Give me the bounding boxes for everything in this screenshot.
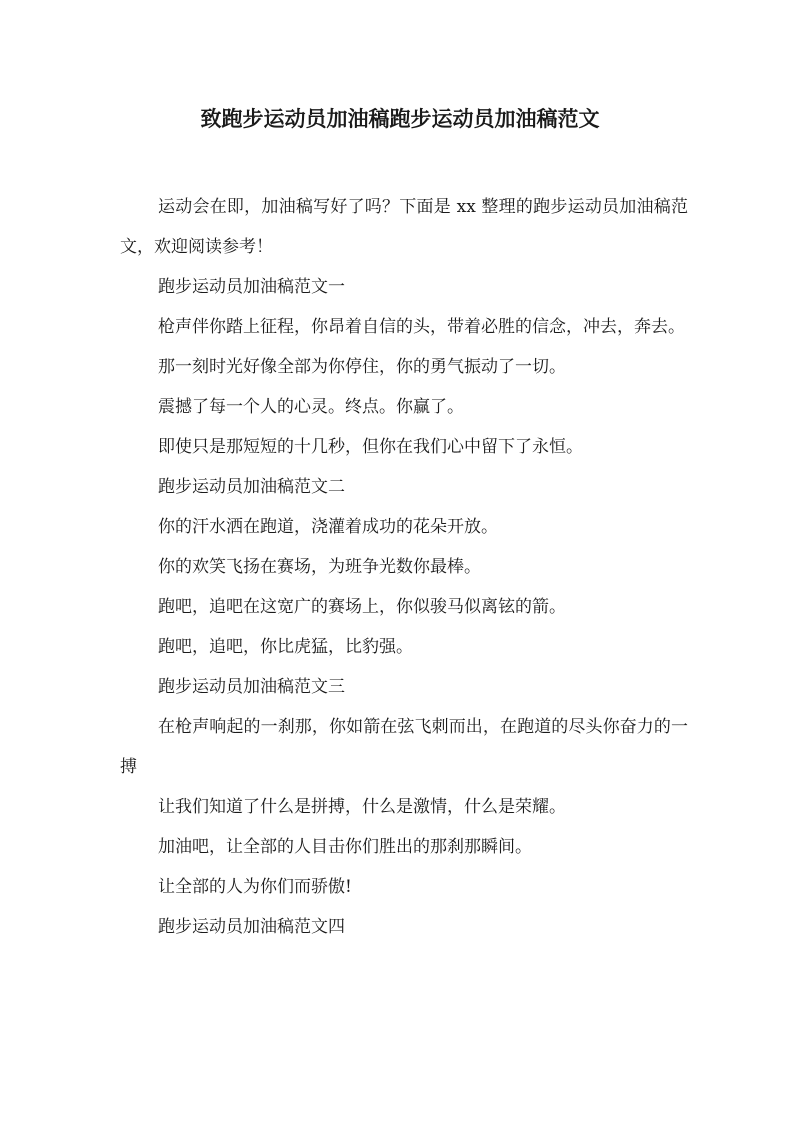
intro-paragraph: 运动会在即，加油稿写好了吗？下面是 xx 整理的跑步运动员加油稿范文，欢迎阅读参考！: [120, 197, 688, 257]
paragraph: 枪声伴你踏上征程，你昂着自信的头，带着必胜的信念，冲去，奔去。: [158, 317, 685, 337]
paragraph: 那一刻时光好像全部为你停住，你的勇气振动了一切。: [158, 357, 566, 377]
paragraph: 跑吧，追吧，你比虎猛，比豹强。: [158, 637, 413, 657]
document-body: [120, 187, 688, 947]
section-heading-3: 跑步运动员加油稿范文三: [158, 677, 345, 697]
paragraph: 加油吧，让全部的人目击你们胜出的那刹那瞬间。: [158, 837, 532, 857]
paragraph: 你的欢笑飞扬在赛场，为班争光数你最棒。: [158, 557, 481, 577]
paragraph: 即使只是那短短的十几秒，但你在我们心中留下了永恒。: [158, 437, 583, 457]
section-heading-4: 跑步运动员加油稿范文四: [158, 917, 345, 937]
paragraph: 跑吧，追吧在这宽广的赛场上，你似骏马似离铉的箭。: [158, 597, 566, 617]
paragraph: 让全部的人为你们而骄傲!: [158, 877, 352, 897]
paragraph: 你的汗水洒在跑道，浇灌着成功的花朵开放。: [158, 517, 498, 537]
section-heading-1: 跑步运动员加油稿范文一: [158, 277, 345, 297]
paragraph: 震撼了每一个人的心灵。终点。你赢了。: [158, 397, 464, 417]
section-heading-2: 跑步运动员加油稿范文二: [158, 477, 345, 497]
document-title: 致跑步运动员加油稿跑步运动员加油稿范文: [200, 106, 600, 131]
paragraph: 让我们知道了什么是拼搏，什么是激情，什么是荣耀。: [158, 797, 566, 817]
paragraph: 在枪声响起的一刹那，你如箭在弦飞刺而出，在跑道的尽头你奋力的一搏: [120, 717, 688, 777]
